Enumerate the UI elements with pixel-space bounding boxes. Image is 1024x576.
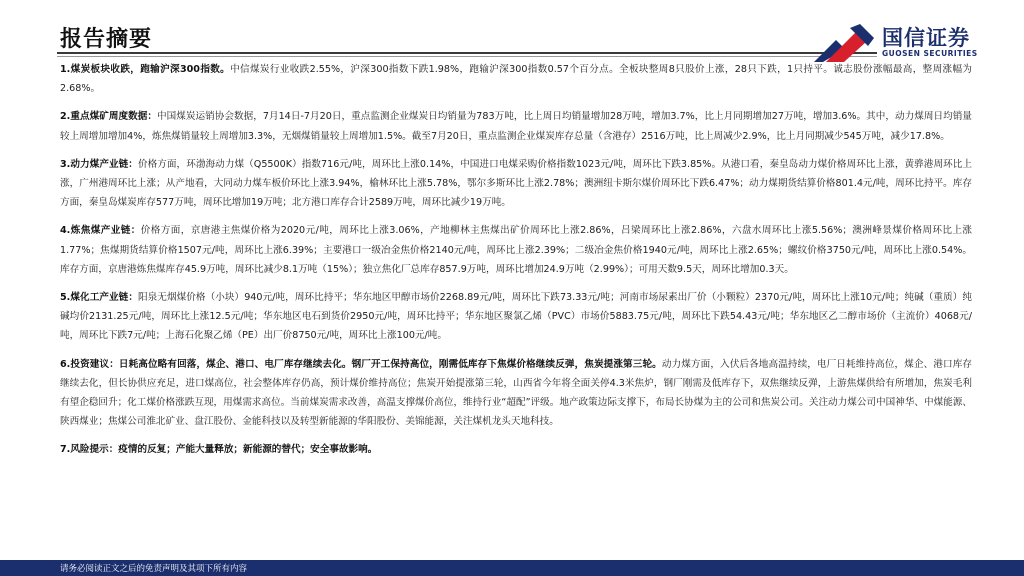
paragraph-heading: 2.重点煤矿周度数据： bbox=[60, 111, 157, 123]
page-title: 报告摘要 bbox=[60, 27, 153, 52]
title-divider bbox=[57, 52, 877, 54]
paragraph-heading: 5.煤化工产业链： bbox=[60, 292, 138, 304]
summary-paragraph-coking-coal bbox=[60, 221, 972, 279]
footer-disclaimer: 请务必阅读正文之后的免责声明及其项下所有内容 bbox=[60, 564, 248, 574]
paragraph-heading: 7.风险提示：疫情的反复；产能大量释放；新能源的替代；安全事故影响。 bbox=[60, 444, 378, 456]
summary-paragraph-risk bbox=[60, 440, 972, 459]
summary-paragraph-coal-chemical bbox=[60, 288, 972, 346]
paragraph-text: 价格方面，环渤海动力煤（Q5500K）指数716元/吨，周环比上涨0.14%，中国进口电煤采购价格指数1023元/吨，周环比下跌3.85%。从港口看，秦皇岛动力煤价格周环比上涨，黄骅港周环比上涨，广州港周环比上涨；从产地看，大同动力煤车板价环比上涨3.94%，榆林环比上涨5.78%，鄂尔多斯环比上涨2.78%；澳洲纽卡斯尔煤价周环比下跌6.47%；动力煤期货结算价格801.4元/吨，周环比持平。库存方面，秦皇岛煤炭库存577万吨，周环比增加19万吨；北方港口库存合计2589万吨，周环比减少19万吨。 bbox=[60, 158, 972, 209]
paragraph-text: 动力煤方面，入伏后各地高温持续，电厂日耗维持高位，煤企、港口库存继续去化，但长协供应充足，进口煤高位，社会整体库存仍高，预计煤价维持高位；焦炭开始提涨第三轮，山西省今年将全面关停4.3米焦炉，钢厂刚需及低库存下，双焦继续反弹，上游焦煤供给有所增加，焦炭毛利有望企稳回升；化工煤价格涨跌互现，用煤需求高位。当前煤炭需求改善，高温支撑煤价高位，维持行业“超配”评级。地产政策边际支撑下，布局长协煤为主的公司和焦炭公司。关注动力煤公司中国神华、中煤能源、陕西煤业；焦煤公司淮北矿业、盘江股份、金能科技以及转型新能源的华阳股份、美锦能源，关注煤机龙头天地科技。 bbox=[60, 358, 972, 428]
summary-paragraph-mine-data bbox=[60, 107, 972, 145]
paragraph-text: 中信煤炭行业收跌2.55%，沪深300指数下跌1.98%，跑输沪深300指数0.57个百分点。全板块整周8只股价上涨，28只下跌，1只持平。诚志股份涨幅最高，整周涨幅为2.68%。 bbox=[60, 64, 972, 95]
logo-name-cn: 国信证券 bbox=[882, 26, 970, 50]
paragraph-text: 价格方面，京唐港主焦煤价格为2020元/吨，周环比上涨3.06%，产地柳林主焦煤出矿价周环比上涨2.86%，吕梁周环比上涨2.86%，六盘水周环比上涨5.56%；澳洲峰景煤价格周环比上涨1.77%；焦煤期货结算价格1507元/吨，周环比上涨6.39%；主要港口一级冶金焦价格2140元/吨，周环比上涨2.39%；二级冶金焦价格1940元/吨，周环比上涨2.65%；螺纹价格3750元/吨，周环比上涨0.54%。库存方面，京唐港炼焦煤库存45.9万吨，周环比减少8.1万吨（15%）；独立焦化厂总库存857.9万吨，周环比增加24.9万吨（2.99%）；可用天数9.5天，周环比增加0.3天。 bbox=[60, 225, 972, 275]
summary-content bbox=[60, 60, 972, 469]
title-divider-thin bbox=[57, 56, 877, 57]
paragraph-heading: 6.投资建议：日耗高位略有回落，煤企、港口、电厂库存继续去化。钢厂开工保持高位，刚需低库存下焦煤价格继续反弹，焦炭提涨第三轮。 bbox=[60, 358, 662, 370]
footer-bar bbox=[0, 560, 1024, 576]
guosen-logo-icon bbox=[814, 24, 878, 62]
logo-name-en: GUOSEN SECURITIES bbox=[882, 49, 978, 58]
paragraph-text: 中国煤炭运销协会数据，7月14日-7月20日，重点监测企业煤炭日均销量为783万吨，比上周日均销量增加28万吨，增加3.7%，比上月同期增加27万吨，增加3.6%。其中，动力煤周日均销量较上周增加增加4%，炼焦煤销量较上周增加3.3%，无烟煤销量较上周增加1.5%。截至7月20日，重点监测企业煤炭库存总量（含港存）2516万吨，比上周减少2.9%，比上月同期减少545万吨，减少17.8%。 bbox=[60, 111, 972, 142]
paragraph-heading: 3.动力煤产业链： bbox=[60, 158, 138, 170]
paragraph-heading: 4.炼焦煤产业链： bbox=[60, 225, 141, 237]
summary-paragraph-market bbox=[60, 60, 972, 98]
paragraph-heading: 1.煤炭板块收跌，跑输沪深300指数。 bbox=[60, 64, 231, 75]
summary-paragraph-investment bbox=[60, 355, 972, 432]
paragraph-text: 阳泉无烟煤价格（小块）940元/吨，周环比持平；华东地区甲醇市场价2268.89元/吨，周环比下跌73.33元/吨；河南市场尿素出厂价（小颗粒）2370元/吨，周环比上涨10元/吨；纯碱（重质）纯碱均价2131.25元/吨，周环比上涨12.5元/吨；华东地区电石到货价2950元/吨，周环比持平；华东地区聚氯乙烯（PVC）市场价5883.75元/吨，周环比下跌54.43元/吨；华东地区乙二醇市场价（主流价）4068元/吨，周环比下跌7元/吨；上海石化聚乙烯（PE）出厂价8750元/吨，周环比上涨100元/吨。 bbox=[60, 292, 972, 342]
summary-paragraph-thermal-coal bbox=[60, 155, 972, 213]
